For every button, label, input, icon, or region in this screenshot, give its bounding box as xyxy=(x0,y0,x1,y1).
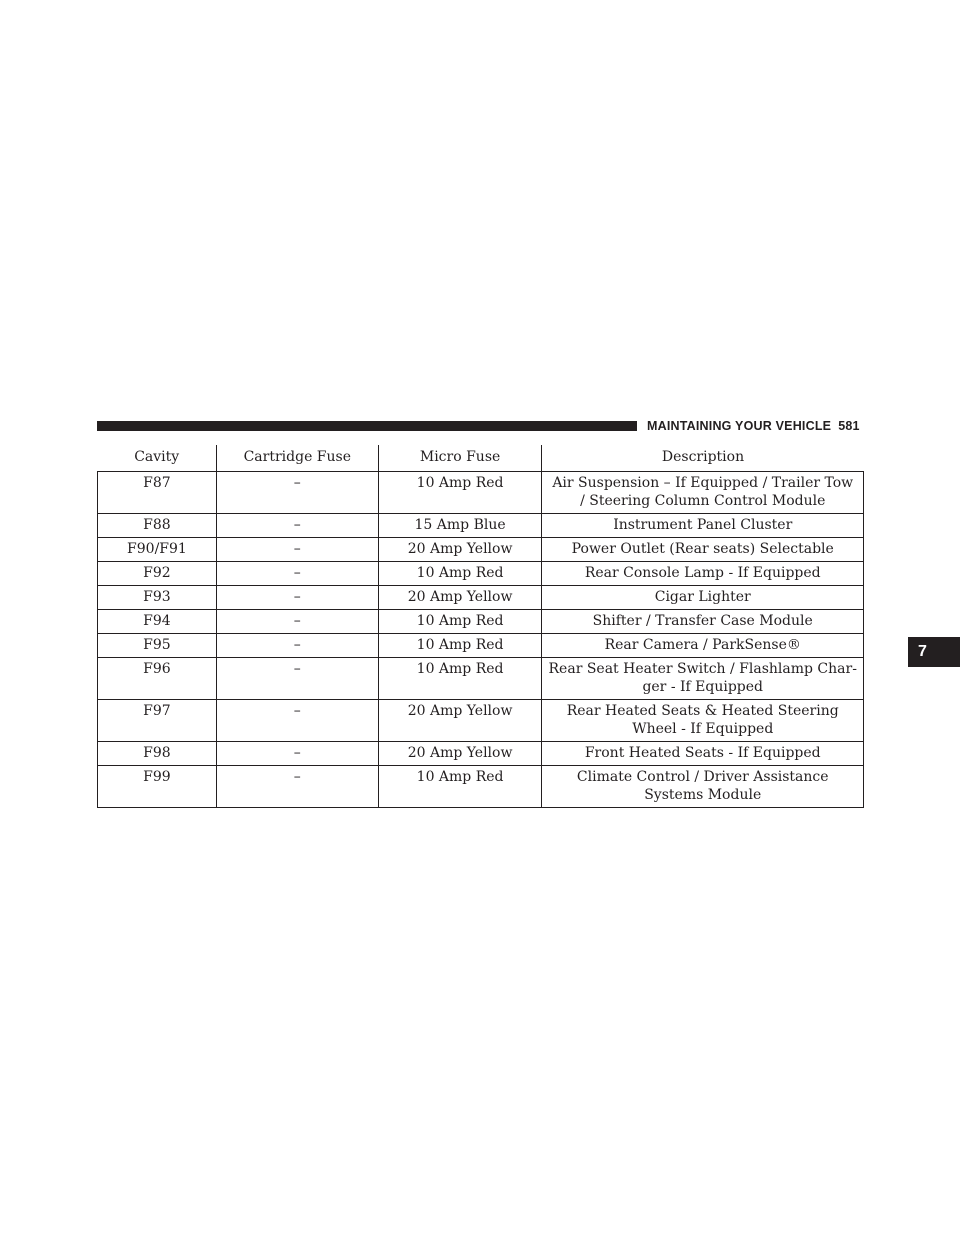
micro-cell: 10 Amp Red xyxy=(378,634,542,658)
cartridge-cell: – xyxy=(216,514,378,538)
description-cell: Rear Camera / ParkSense® xyxy=(542,634,864,658)
chapter-tab: 7 xyxy=(908,637,960,667)
cavity-cell: F88 xyxy=(98,514,217,538)
description-cell: Instrument Panel Cluster xyxy=(542,514,864,538)
micro-cell: 15 Amp Blue xyxy=(378,514,542,538)
micro-cell: 10 Amp Red xyxy=(378,766,542,808)
section-title: MAINTAINING YOUR VEHICLE xyxy=(647,419,832,433)
description-cell: Climate Control / Driver Assistance Systems Module xyxy=(542,766,864,808)
description-cell: Front Heated Seats - If Equipped xyxy=(542,742,864,766)
cartridge-cell: – xyxy=(216,610,378,634)
table-row xyxy=(98,634,864,658)
cavity-cell: F97 xyxy=(98,700,217,742)
table-row xyxy=(98,742,864,766)
micro-cell: 10 Amp Red xyxy=(378,472,542,514)
cavity-cell: F98 xyxy=(98,742,217,766)
micro-cell: 10 Amp Red xyxy=(378,658,542,700)
cavity-cell: F93 xyxy=(98,586,217,610)
cavity-cell: F90/F91 xyxy=(98,538,217,562)
cavity-cell: F99 xyxy=(98,766,217,808)
cartridge-cell: – xyxy=(216,742,378,766)
micro-cell: 20 Amp Yellow xyxy=(378,742,542,766)
micro-cell: 20 Amp Yellow xyxy=(378,538,542,562)
fuse-table xyxy=(97,445,864,808)
column-header-micro-fuse: Micro Fuse xyxy=(378,445,542,472)
column-header-description: Description xyxy=(542,445,864,472)
table-row xyxy=(98,658,864,700)
table-row xyxy=(98,562,864,586)
table-row xyxy=(98,610,864,634)
cartridge-cell: – xyxy=(216,472,378,514)
micro-cell: 20 Amp Yellow xyxy=(378,700,542,742)
description-cell: Air Suspension – If Equipped / Trailer Tow / Steering Column Control Module xyxy=(542,472,864,514)
cartridge-cell: – xyxy=(216,586,378,610)
table-row xyxy=(98,766,864,808)
table-header-row xyxy=(98,445,864,472)
cavity-cell: F96 xyxy=(98,658,217,700)
cavity-cell: F92 xyxy=(98,562,217,586)
cartridge-cell: – xyxy=(216,700,378,742)
column-header-cavity: Cavity xyxy=(98,445,217,472)
description-cell: Power Outlet (Rear seats) Selectable xyxy=(542,538,864,562)
cartridge-cell: – xyxy=(216,538,378,562)
description-cell: Rear Seat Heater Switch / Flashlamp Char- ger - If Equipped xyxy=(542,658,864,700)
description-cell: Rear Heated Seats & Heated Steering Wheel - If Equipped xyxy=(542,700,864,742)
description-cell: Cigar Lighter xyxy=(542,586,864,610)
table-row xyxy=(98,586,864,610)
header-rule xyxy=(97,421,637,431)
table-row xyxy=(98,700,864,742)
table-row xyxy=(98,514,864,538)
running-header xyxy=(647,418,860,434)
description-cell: Rear Console Lamp - If Equipped xyxy=(542,562,864,586)
cavity-cell: F94 xyxy=(98,610,217,634)
micro-cell: 10 Amp Red xyxy=(378,610,542,634)
cartridge-cell: – xyxy=(216,658,378,700)
cavity-cell: F95 xyxy=(98,634,217,658)
cartridge-cell: – xyxy=(216,562,378,586)
micro-cell: 20 Amp Yellow xyxy=(378,586,542,610)
cavity-cell: F87 xyxy=(98,472,217,514)
table-row xyxy=(98,472,864,514)
column-header-cartridge-fuse: Cartridge Fuse xyxy=(216,445,378,472)
cartridge-cell: – xyxy=(216,766,378,808)
page-number: 581 xyxy=(838,419,860,433)
micro-cell: 10 Amp Red xyxy=(378,562,542,586)
description-cell: Shifter / Transfer Case Module xyxy=(542,610,864,634)
cartridge-cell: – xyxy=(216,634,378,658)
table-row xyxy=(98,538,864,562)
